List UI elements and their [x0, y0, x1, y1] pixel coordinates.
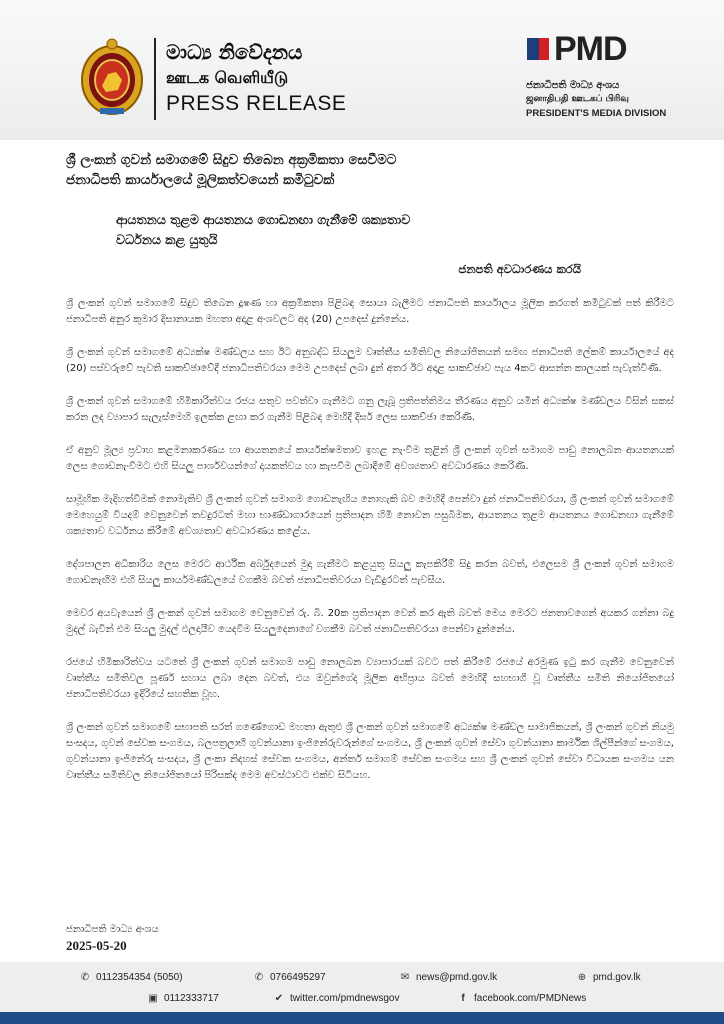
header-divider — [154, 38, 156, 120]
article-body — [66, 296, 674, 801]
fax-icon: ▣ — [148, 993, 158, 1004]
footer-twitter[interactable] — [272, 993, 400, 1004]
headline-line-1: ශ්‍රී ලංකන් ගුවන් සමාගමේ සිදුව තිබෙන අක්‍රමිකතා සෙවීමට — [66, 152, 397, 168]
twitter-icon: ✔ — [274, 993, 284, 1004]
header-title-english: PRESS RELEASE — [166, 92, 347, 115]
paragraph: මෙවර අයවැයෙන් ශ්‍රී ලංකන් ගුවන් සමාගම වෙනුවෙන් රු. බි. 20ක ප්‍රතිපාදන වෙන් කර ඇති බවත් මෙය මෙරට ජනතාවගෙන් අයකර ගන්නා බදු මුදල් බැවින් එම සියලු මුදල් ඵලදායීව යෙදවීම සියලුදෙනාගේ වගකීම බවත් ජනාධිපතිවරයා පෙන්වා දුන්නේය. — [66, 608, 674, 635]
footer-website-text: pmd.gov.lk — [593, 972, 641, 983]
paragraph: රජයේ හිමිකාරිත්වය යටතේ ශ්‍රී ලංකන් ගුවන් සමාගම පාඩු නොලබන ව්‍යාපාරයක් බවට පත් කිරීමේ රජයේ අරමුණ ඉටු කර ගැනීම වෙනුවෙන් වෘත්තීය සමිතිවල පූර්ණ සහාය ලබා දෙන බවත්, එය ඔවුන්ගේද මූලික අභිප්‍රාය බවත් මෙහිදී සහභාගී වූ වෘත්තීය සමිති නියෝජිතයෝ ජනාධිපතිවරයා ඉදිරියේ සහතික වූහ. — [66, 657, 674, 700]
subheadline-attribution: ජනපති අවධාරණය කරයි — [458, 262, 581, 276]
footer-email[interactable] — [398, 972, 497, 983]
footer-website[interactable] — [575, 972, 641, 983]
email-icon: ✉ — [400, 972, 410, 983]
footer-twitter-text: twitter.com/pmdnewsgov — [290, 993, 400, 1004]
phone-icon: ✆ — [80, 972, 90, 983]
paragraph: ඒ අනුව මූල්‍ය ප්‍රවාහ කළමනාකරණය හා ආයතනයේ කාර්යක්ෂමතාව ඉහළ නැංවීම තුළින් ශ්‍රී ලංකන් ගුවන් සමාගම පාඩු නොලබන ආයතනයක් ලෙස ගොඩනැංවීමට එහි සියලු පාර්ශවයන්ගේ දායකත්වය හා කැපවීම ලබාදීමේ අවශ්‍යතාව අවධාරණය කෙරිණි. — [66, 445, 674, 472]
footer-facebook[interactable] — [456, 993, 586, 1004]
header-title-sinhala: මාධ්‍ය නිවේදනය — [166, 40, 303, 64]
release-date: 2025-05-20 — [66, 938, 127, 953]
facebook-icon: f — [461, 993, 465, 1004]
paragraph: ශ්‍රී ලංකන් ගුවන් සමාගමේ සිදුව තිබෙන දූෂණ හා අක්‍රමිකතා පිළිබඳ සොයා බැලීමට ජනාධිපති කාර්යාලය මූලික කරගත් කමිටුවක් පත් කිරීමට ජනාධිපති අනුර කුමාර දිසානායක මහතා අදාළ අංශවලට අද (20) උපදෙස් දුන්නේය. — [66, 298, 674, 325]
pmd-subtitle-sinhala: ජනාධිපති මාධ්‍ය අංශය — [526, 80, 620, 91]
pmd-logo-accent — [539, 38, 549, 60]
paragraph: ශ්‍රී ලංකන් ගුවන් සමාගමේ අධ්‍යක්ෂ මණ්ඩලය සහ ඊට අනුබද්ධ සියලුම වෘත්තීය සමිතිවල නියෝජිතයන් සමඟ ජනාධිපති ලේකම් කාර්යාලයේ අද (20) පස්වරුවේ පැවති සාකච්ඡාවේදී ජනාධිපතිවරයා මෙම උපදෙස් ලබා දුන් අතර ඊට අදාළ සාකච්ඡාව පැය 4කට ආසන්න කාලයක් පැවැත්විණි. — [66, 347, 674, 374]
paragraph: සාමූහික මැදිහත්වීමක් නොමැතිව ශ්‍රී ලංකන් ගුවන් සමාගම ගොඩනැඟිය නොහැකි බව මෙහිදී පෙන්වා දුන් ජනාධිපතිවරයා, ශ්‍රී ලංකන් ගුවන් සමාගමේ මෙහෙයුම් වියදම් වෙනුවෙන් තවදුරටත් මහා භාණ්ඩාගාරයෙන් ප්‍රතිපාදන හිමි නොවන පසුබිමක, ආයතනය තුළම ආයතනය ගොඩනඟා ගැනීමේ ශක්‍යතාව වර්ධනය කිරීමේ අවශ්‍යතාව අවධාරණය කළේය. — [66, 494, 674, 537]
paragraph: ශ්‍රී ලංකන් ගුවන් සමාගමේ සභාපති සරත් ගණේගොඩ මහතා ඇතුළු ශ්‍රී ලංකන් ගුවන් සමාගමේ අධ්‍යක්ෂ මණ්ඩල සාමාජිකයන්, ශ්‍රී ලංකන් ගුවන් නියමු සංසදය, ගුවන් සේවක සංගමය, බලපත්‍රලාභී ගුවන්යානා ඉංජිනේරුවරුන්ගේ සංගමය, ශ්‍රී ලංකන් ගුවන් සේවා ගුවන්යානා කාර්මික ශිල්පීන්ගේ සංගමය, ගුවන්යානා ඉංජිනේරු සංසදය, ශ්‍රී ලංකා නිදහස් සේවක සංගමය, අන්තර් සමාගම් සේවක සංගමය සහ ශ්‍රී ලංකන් ගුවන් සේවා විධායක සංගමය යන වෘත්තීය සමිතිවල නියෝජිතයෝ පිරිසක්ද මෙම අවස්ථාවට එක්ව සිටියහ. — [66, 722, 674, 781]
pmd-subtitle-english: PRESIDENT'S MEDIA DIVISION — [526, 108, 667, 119]
pmd-logo-text: PMD — [554, 30, 627, 68]
headline — [66, 150, 666, 190]
subheadline — [116, 210, 656, 250]
footer-fax-text: 0112333717 — [164, 993, 219, 1004]
pmd-subtitle-tamil: ஜனாதிபதி ஊடகப் பிரிவு — [526, 94, 629, 104]
paragraph: ශ්‍රී ලංකන් ගුවන් සමාගමේ හිමිකාරිත්වය රජය සතුව පවත්වා ගැනීමට ගනු ලැබූ ප්‍රතිපත්තිමය තීරණය අනුව යමින් අධ්‍යක්ෂ මණ්ඩලය විසින් සකස් කරන ලද ව්‍යාපාර සැලැස්මෙහි ඉලක්ක ළඟා කර ගැනීම පිළිබඳ මෙහිදී දීර්ඝ ලෙස සාකච්ඡා කෙරිණි. — [66, 396, 674, 423]
footer-facebook-text: facebook.com/PMDNews — [474, 993, 587, 1004]
headline-line-2: ජනාධිපති කාර්යාලයේ මූලිකත්වයෙන් කමිටුවක් — [66, 172, 335, 188]
globe-icon: ⊕ — [577, 972, 587, 983]
header-title-tamil: ஊடக வெளியீடு — [166, 68, 289, 87]
footer-phone-1[interactable] — [78, 972, 183, 983]
press-release-header — [0, 0, 724, 140]
subheadline-line-1: ආයතනය තුළම ආයතනය ගොඩනඟා ගැනීමේ ශක්‍යතාව — [116, 212, 411, 227]
signature: ජනාධිපති මාධ්‍ය අංශය — [66, 924, 159, 935]
mobile-phone-icon: ✆ — [254, 972, 264, 983]
footer-fax[interactable] — [146, 993, 219, 1004]
footer-email-text: news@pmd.gov.lk — [416, 972, 498, 983]
footer-stripe — [0, 1012, 724, 1024]
footer-phone-1-text: 0112354354 (5050) — [96, 972, 183, 983]
footer-phone-2[interactable] — [252, 972, 326, 983]
footer-phone-2-text: 0766495297 — [270, 972, 326, 983]
subheadline-line-2: වර්ධනය කළ යුතුයි — [116, 232, 218, 247]
contact-footer — [0, 962, 724, 1012]
sri-lanka-emblem-icon — [78, 36, 146, 118]
paragraph: දේශපාලන අධිකාරිය ලෙස මෙරට ආර්ථික අර්බුදයෙන් මුදා ගැනීමට කළයුතු සියලු කැපකිරීම් සිදු කරන බවත්, එලෙසම ශ්‍රී ලංකන් ගුවන් සමාගම ගොඩනැඟීම එහි සියලු කාර්යමණ්ඩලයේ වගකීම බවත් ජනාධිපතිවරයා වැඩිදුරටත් පැවසීය. — [66, 559, 674, 586]
